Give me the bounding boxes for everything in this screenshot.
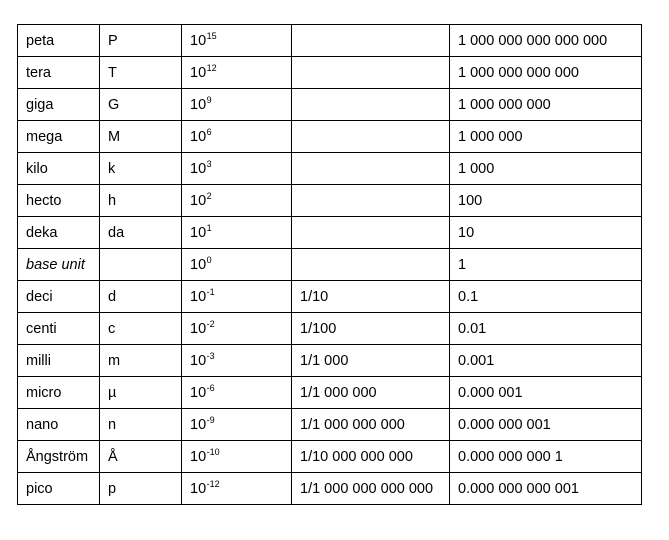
decimal-value-cell: 10: [450, 217, 642, 249]
power-of-ten-cell: [182, 377, 292, 409]
power-exponent: 6: [206, 126, 212, 137]
power-base: 10: [190, 128, 207, 145]
table-row: [18, 57, 642, 89]
prefix-symbol-cell: da: [100, 217, 182, 249]
prefix-symbol-cell: µ: [100, 377, 182, 409]
power-base: 10: [190, 224, 207, 241]
table-row: [18, 313, 642, 345]
prefix-symbol-cell: Å: [100, 441, 182, 473]
prefix-symbol-cell: p: [100, 473, 182, 505]
fraction-cell: 1/1 000: [292, 345, 450, 377]
power-base: 10: [190, 448, 207, 465]
prefix-name-cell: tera: [18, 57, 100, 89]
power-base: 10: [190, 160, 207, 177]
prefix-name-cell: base unit: [18, 249, 100, 281]
power-base: 10: [190, 64, 207, 81]
table-row: [18, 185, 642, 217]
document-page: [17, 24, 641, 505]
power-base: 10: [190, 32, 207, 49]
table-row: [18, 281, 642, 313]
prefix-name-cell: centi: [18, 313, 100, 345]
fraction-cell: [292, 217, 450, 249]
fraction-cell: 1/1 000 000: [292, 377, 450, 409]
power-exponent: -1: [206, 286, 215, 297]
table-row: [18, 153, 642, 185]
power-of-ten-cell: [182, 473, 292, 505]
prefix-name-cell: milli: [18, 345, 100, 377]
table-row: [18, 25, 642, 57]
power-base: 10: [190, 288, 207, 305]
table-row: [18, 473, 642, 505]
prefix-name-cell: deka: [18, 217, 100, 249]
prefix-name-cell: kilo: [18, 153, 100, 185]
decimal-value-cell: 1 000 000 000: [450, 89, 642, 121]
power-of-ten-cell: [182, 409, 292, 441]
power-exponent: 2: [206, 190, 212, 201]
power-base: 10: [190, 256, 207, 273]
table-row: [18, 377, 642, 409]
prefix-name-cell: Ångström: [18, 441, 100, 473]
fraction-cell: [292, 249, 450, 281]
decimal-value-cell: 1 000 000: [450, 121, 642, 153]
fraction-cell: [292, 89, 450, 121]
power-of-ten-cell: [182, 217, 292, 249]
table-row: [18, 121, 642, 153]
power-of-ten-cell: [182, 281, 292, 313]
fraction-cell: [292, 25, 450, 57]
power-of-ten-cell: [182, 121, 292, 153]
si-prefix-table: [17, 24, 642, 505]
prefix-symbol-cell: d: [100, 281, 182, 313]
power-exponent: -9: [206, 414, 215, 425]
prefix-symbol-cell: c: [100, 313, 182, 345]
prefix-symbol-cell: h: [100, 185, 182, 217]
fraction-cell: 1/1 000 000 000 000: [292, 473, 450, 505]
prefix-name-cell: deci: [18, 281, 100, 313]
table-row: [18, 89, 642, 121]
prefix-name-cell: peta: [18, 25, 100, 57]
decimal-value-cell: 0.1: [450, 281, 642, 313]
power-of-ten-cell: [182, 345, 292, 377]
power-exponent: -2: [206, 318, 215, 329]
decimal-value-cell: 100: [450, 185, 642, 217]
power-base: 10: [190, 480, 207, 497]
prefix-name-cell: nano: [18, 409, 100, 441]
fraction-cell: 1/100: [292, 313, 450, 345]
power-of-ten-cell: [182, 185, 292, 217]
decimal-value-cell: 0.01: [450, 313, 642, 345]
decimal-value-cell: 0.000 001: [450, 377, 642, 409]
table-row: [18, 441, 642, 473]
prefix-table-body: [18, 25, 642, 505]
decimal-value-cell: 1: [450, 249, 642, 281]
prefix-name-cell: giga: [18, 89, 100, 121]
power-base: 10: [190, 96, 207, 113]
power-exponent: -6: [206, 382, 215, 393]
power-of-ten-cell: [182, 441, 292, 473]
fraction-cell: [292, 57, 450, 89]
decimal-value-cell: 1 000 000 000 000: [450, 57, 642, 89]
prefix-symbol-cell: n: [100, 409, 182, 441]
power-base: 10: [190, 384, 207, 401]
table-row: [18, 217, 642, 249]
fraction-cell: [292, 153, 450, 185]
power-exponent: 0: [206, 254, 212, 265]
fraction-cell: 1/1 000 000 000: [292, 409, 450, 441]
fraction-cell: [292, 185, 450, 217]
power-base: 10: [190, 352, 207, 369]
power-exponent: -10: [206, 446, 220, 457]
prefix-symbol-cell: P: [100, 25, 182, 57]
fraction-cell: 1/10 000 000 000: [292, 441, 450, 473]
decimal-value-cell: 0.000 000 000 1: [450, 441, 642, 473]
power-exponent: -3: [206, 350, 215, 361]
prefix-name-cell: pico: [18, 473, 100, 505]
table-row: [18, 409, 642, 441]
prefix-symbol-cell: M: [100, 121, 182, 153]
power-of-ten-cell: [182, 313, 292, 345]
decimal-value-cell: 0.000 000 000 001: [450, 473, 642, 505]
prefix-symbol-cell: G: [100, 89, 182, 121]
power-exponent: 15: [206, 30, 217, 41]
fraction-cell: 1/10: [292, 281, 450, 313]
power-of-ten-cell: [182, 89, 292, 121]
power-of-ten-cell: [182, 57, 292, 89]
power-of-ten-cell: [182, 25, 292, 57]
decimal-value-cell: 0.001: [450, 345, 642, 377]
prefix-symbol-cell: m: [100, 345, 182, 377]
power-exponent: -12: [206, 478, 220, 489]
decimal-value-cell: 1 000: [450, 153, 642, 185]
fraction-cell: [292, 121, 450, 153]
power-base: 10: [190, 416, 207, 433]
prefix-symbol-cell: k: [100, 153, 182, 185]
power-exponent: 3: [206, 158, 212, 169]
prefix-symbol-cell: T: [100, 57, 182, 89]
prefix-name-cell: micro: [18, 377, 100, 409]
table-row: [18, 345, 642, 377]
power-base: 10: [190, 192, 207, 209]
power-exponent: 1: [206, 222, 212, 233]
power-exponent: 12: [206, 62, 217, 73]
power-of-ten-cell: [182, 249, 292, 281]
prefix-name-cell: mega: [18, 121, 100, 153]
prefix-symbol-cell: [100, 249, 182, 281]
decimal-value-cell: 1 000 000 000 000 000: [450, 25, 642, 57]
table-row: [18, 249, 642, 281]
decimal-value-cell: 0.000 000 001: [450, 409, 642, 441]
prefix-name-cell: hecto: [18, 185, 100, 217]
power-base: 10: [190, 320, 207, 337]
power-of-ten-cell: [182, 153, 292, 185]
power-exponent: 9: [206, 94, 212, 105]
